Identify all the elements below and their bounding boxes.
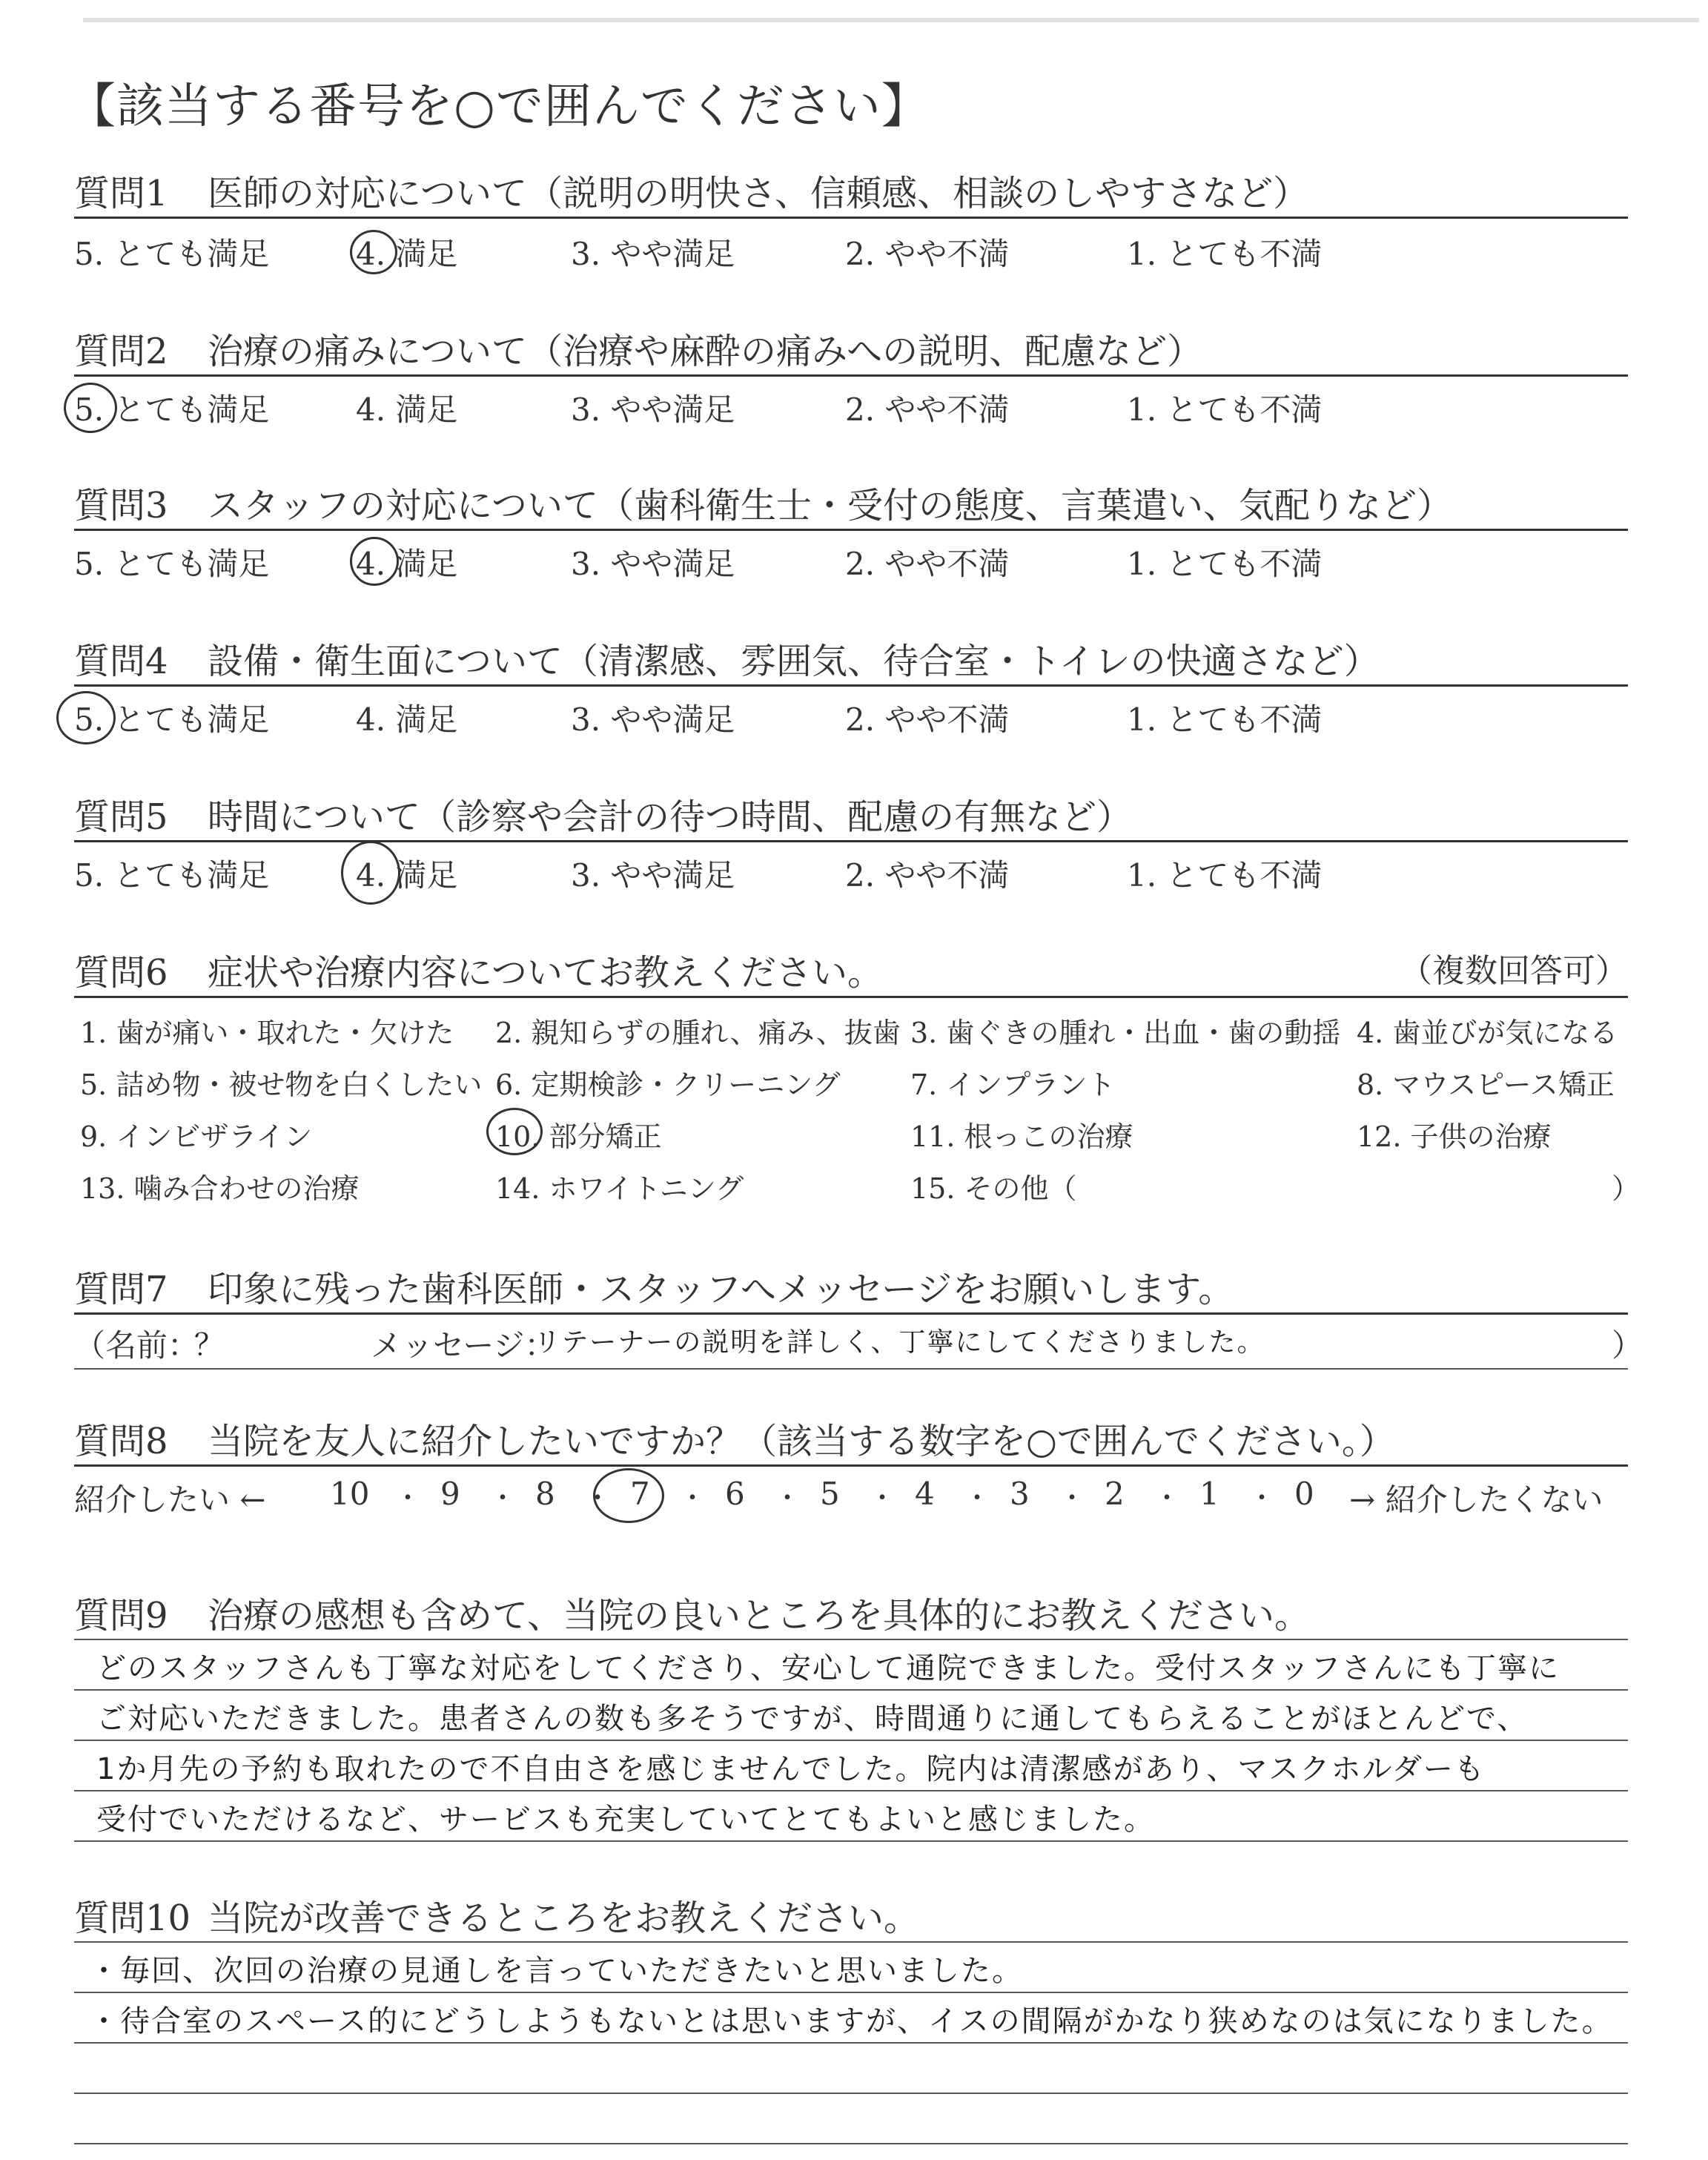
- question-number: 質問2: [74, 331, 168, 372]
- symptom-option-8[interactable]: 8. マウスピース矯正: [1357, 1069, 1615, 1101]
- symptom-option-10[interactable]: 10. 部分矯正: [495, 1120, 662, 1153]
- question-number: 質問10: [74, 1898, 191, 1939]
- scale-separator: ・: [489, 1483, 517, 1513]
- rating-option-2[interactable]: 2. やや不満: [845, 392, 1010, 428]
- message-value[interactable]: リテーナーの説明を詳しく、丁寧にしてくださりました。: [534, 1327, 1265, 1358]
- question-rule: [74, 1464, 1628, 1467]
- scale-value-0[interactable]: 0: [1294, 1476, 1314, 1512]
- rating-option-4[interactable]: 4. 満足: [356, 701, 458, 738]
- symptom-option-5[interactable]: 5. 詰め物・被せ物を白くしたい: [80, 1069, 483, 1101]
- field-rule: [74, 1368, 1628, 1370]
- question-1: [74, 165, 1308, 216]
- rating-option-5[interactable]: 5. とても満足: [74, 546, 270, 582]
- question-3: [74, 477, 1452, 528]
- scale-value-1[interactable]: 1: [1199, 1476, 1219, 1512]
- answer-rule: [74, 2042, 1628, 2044]
- rating-option-1[interactable]: 1. とても不満: [1127, 701, 1323, 738]
- scale-separator: ・: [1153, 1483, 1181, 1513]
- question-rule: [74, 217, 1628, 219]
- rating-option-3[interactable]: 3. やや満足: [571, 546, 735, 582]
- scale-separator: ・: [869, 1483, 896, 1513]
- page-title: 【該当する番号を○で囲んでください】: [68, 79, 930, 134]
- rating-option-3[interactable]: 3. やや満足: [571, 236, 735, 272]
- answer-rule: [74, 1992, 1628, 1993]
- question-2: [74, 323, 1202, 374]
- question-text: スタッフの対応について（歯科衛生士・受付の態度、言葉遣い、気配りなど）: [208, 485, 1453, 526]
- question-6: [74, 944, 883, 995]
- scale-separator: ・: [394, 1483, 422, 1513]
- message-label: メッセージ：: [371, 1327, 556, 1364]
- scale-value-10[interactable]: 10: [330, 1476, 370, 1512]
- scale-separator: ・: [1059, 1483, 1086, 1513]
- scale-value-9[interactable]: 9: [440, 1476, 460, 1512]
- symptom-option-4[interactable]: 4. 歯並びが気になる: [1357, 1017, 1618, 1049]
- question-number: 質問3: [74, 485, 168, 526]
- rating-option-5[interactable]: 5. とても満足: [74, 857, 270, 894]
- selection-circle: [56, 691, 116, 744]
- question-text: 時間について（診察や会計の待つ時間、配慮の有無など）: [208, 796, 1133, 838]
- message-close-paren: ）: [1612, 1327, 1644, 1364]
- symptom-option-9[interactable]: 9. インビザライン: [80, 1120, 313, 1153]
- answer-line: どのスタッフさんも丁寧な対応をしてくださり、安心して通院できました。受付スタッフさんにも丁寧に: [96, 1651, 1560, 1685]
- scale-right-label: → 紹介したくない: [1349, 1482, 1603, 1518]
- question-number: 質問9: [74, 1595, 168, 1636]
- rating-option-5[interactable]: 5. とても満足: [74, 392, 270, 428]
- question-text: 治療の感想も含めて、当院の良いところを具体的にお教えください。: [208, 1595, 1311, 1636]
- symptom-option-6[interactable]: 6. 定期検診・クリーニング: [495, 1069, 841, 1101]
- selection-circle: [350, 537, 399, 586]
- selection-circle: [486, 1108, 543, 1155]
- scale-separator: ・: [774, 1483, 801, 1513]
- scale-value-4[interactable]: 4: [915, 1476, 935, 1512]
- symptom-option-14[interactable]: 14. ホワイトニング: [495, 1172, 744, 1205]
- question-rule: [74, 684, 1628, 687]
- question-text: 医師の対応について（説明の明快さ、信頼感、相談のしやすさなど）: [208, 173, 1309, 214]
- answer-rule: [74, 1639, 1628, 1640]
- question-number: 質問8: [74, 1421, 168, 1462]
- symptom-option-13[interactable]: 13. 噛み合わせの治療: [80, 1172, 360, 1205]
- rating-option-4[interactable]: 4. 満足: [356, 236, 458, 272]
- symptom-option-3[interactable]: 3. 歯ぐきの腫れ・出血・歯の動揺: [910, 1017, 1341, 1049]
- rating-option-1[interactable]: 1. とても不満: [1127, 857, 1323, 894]
- name-label: （名前：: [74, 1327, 199, 1364]
- question-8: [74, 1413, 1395, 1464]
- selection-circle: [593, 1468, 664, 1523]
- rating-option-1[interactable]: 1. とても不満: [1127, 236, 1323, 272]
- answer-line: 受付でいただけるなど、サービスも充実していてとてもよいと感じました。: [96, 1803, 1155, 1837]
- rating-option-5[interactable]: 5. とても満足: [74, 701, 270, 738]
- rating-option-2[interactable]: 2. やや不満: [845, 701, 1010, 738]
- question-rule: [74, 374, 1628, 377]
- question-number: 質問4: [74, 641, 168, 682]
- question-text: 症状や治療内容についてお教えください。: [208, 952, 884, 994]
- symptom-option-15[interactable]: 15. その他（: [910, 1172, 1077, 1205]
- rating-option-4[interactable]: 4. 満足: [356, 857, 458, 894]
- rating-option-3[interactable]: 3. やや満足: [571, 392, 735, 428]
- rating-option-2[interactable]: 2. やや不満: [845, 857, 1010, 894]
- question-text: 当院が改善できるところをお教えください。: [208, 1898, 920, 1939]
- rating-option-2[interactable]: 2. やや不満: [845, 546, 1010, 582]
- question-text: 治療の痛みについて（治療や麻酔の痛みへの説明、配慮など）: [208, 331, 1203, 372]
- message-field-row: [74, 1321, 1644, 1366]
- question-text: 設備・衛生面について（清潔感、雰囲気、待合室・トイレの快適さなど）: [208, 641, 1380, 682]
- multiple-answer-note: （複数回答可）: [1400, 952, 1628, 990]
- symptom-option-12[interactable]: 12. 子供の治療: [1357, 1120, 1552, 1153]
- answer-rule: [74, 2093, 1628, 2094]
- scale-left-label: 紹介したい ←: [74, 1482, 266, 1518]
- question-rule: [74, 996, 1628, 998]
- question-text: 印象に残った歯科医師・スタッフへメッセージをお願いします。: [208, 1269, 1234, 1310]
- rating-option-3[interactable]: 3. やや満足: [571, 701, 735, 738]
- rating-option-2[interactable]: 2. やや不満: [845, 236, 1010, 272]
- scale-separator: ・: [679, 1483, 706, 1513]
- scale-value-8[interactable]: 8: [535, 1476, 555, 1512]
- scale-value-3[interactable]: 3: [1010, 1476, 1030, 1512]
- answer-rule: [74, 1790, 1628, 1791]
- scale-value-5[interactable]: 5: [820, 1476, 840, 1512]
- scale-separator: ・: [1248, 1483, 1276, 1513]
- answer-line: ・待合室のスペース的にどうしようもないとは思いますが、イスの間隔がかなり狭めなのは気になりました。: [89, 2004, 1613, 2038]
- question-text: 当院を友人に紹介したいですか？（該当する数字を○で囲んでください。）: [208, 1421, 1395, 1462]
- scale-value-6[interactable]: 6: [725, 1476, 745, 1512]
- question-4: [74, 633, 1380, 684]
- rating-option-5[interactable]: 5. とても満足: [74, 236, 270, 272]
- question-number: 質問1: [74, 173, 168, 214]
- answer-line: ご対応いただきました。患者さんの数も多そうですが、時間通りに通してもらえることがほとんどで、: [96, 1702, 1529, 1736]
- question-number: 質問5: [74, 796, 168, 838]
- answer-line: 1か月先の予約も取れたので不自由さを感じませんでした。院内は清潔感があり、マスクホルダーも: [96, 1752, 1486, 1786]
- selection-circle: [64, 383, 117, 433]
- question-number: 質問7: [74, 1269, 168, 1310]
- symptom-options: [74, 1010, 1641, 1218]
- question-5: [74, 788, 1132, 839]
- answer-rule: [74, 1740, 1628, 1741]
- top-border: [83, 18, 1699, 22]
- question-10: [74, 1889, 919, 1941]
- rating-option-4[interactable]: 4. 満足: [356, 546, 458, 582]
- question-7: [74, 1261, 1234, 1312]
- selection-circle: [341, 841, 400, 905]
- rating-option-1[interactable]: 1. とても不満: [1127, 546, 1323, 582]
- answer-rule: [74, 1941, 1628, 1943]
- question-rule: [74, 529, 1628, 531]
- name-value[interactable]: ？: [194, 1328, 225, 1362]
- scale-separator: ・: [584, 1483, 612, 1513]
- answer-rule: [74, 2143, 1628, 2144]
- question-rule: [74, 840, 1628, 842]
- rating-option-3[interactable]: 3. やや満足: [571, 857, 735, 894]
- symptom-option-2[interactable]: 2. 親知らずの腫れ、痛み、抜歯: [495, 1017, 901, 1049]
- symptom-option-7[interactable]: 7. インプラント: [910, 1069, 1116, 1101]
- rating-option-1[interactable]: 1. とても不満: [1127, 392, 1323, 428]
- scale-separator: ・: [964, 1483, 991, 1513]
- question-rule: [74, 1312, 1628, 1315]
- symptom-option-1[interactable]: 1. 歯が痛い・取れた・欠けた: [80, 1017, 454, 1049]
- selection-circle: [350, 230, 397, 274]
- other-close-paren: ）: [1612, 1172, 1641, 1205]
- scale-value-2[interactable]: 2: [1105, 1476, 1125, 1512]
- question-9: [74, 1587, 1310, 1638]
- answer-line: ・毎回、次回の治療の見通しを言っていただきたいと思いました。: [89, 1954, 1023, 1988]
- symptom-option-11[interactable]: 11. 根っこの治療: [910, 1120, 1133, 1153]
- answer-rule: [74, 1840, 1628, 1842]
- scale-value-7[interactable]: 7: [630, 1476, 650, 1512]
- question-number: 質問6: [74, 952, 168, 994]
- answer-rule: [74, 1689, 1628, 1691]
- rating-option-4[interactable]: 4. 満足: [356, 392, 458, 428]
